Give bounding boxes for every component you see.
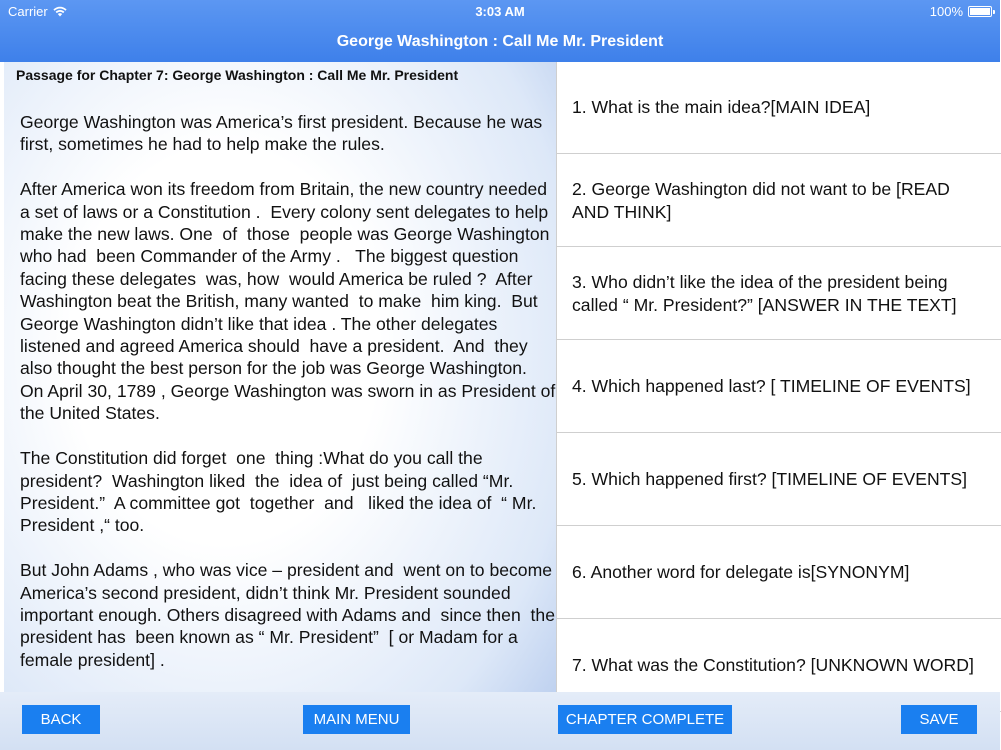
passage-panel[interactable]	[4, 62, 556, 692]
question-item-6[interactable]: 6. Another word for delegate is[SYNONYM]	[557, 527, 1001, 619]
passage-text: George Washington was America’s first president. Because he was first, sometimes he had to help make the rules. After America won its freedom from Britain, the new country needed a set of laws or a Constitution . Every colony sent delegates to help make the new laws. One of those people was George Washington who had been Commander of the Army . The biggest question facing these delegates was, how would America be ruled ? After Washington beat the British, many wanted to make him king. But George Washington didn’t like that idea . The other delegates listened and agreed America should have a president. And they also thought the best person for the job was George Washington. On April 30, 1789 , George Washington was sworn in as President of the United States. The Constitution did forget one thing :What do you call the president? Washington liked the idea of just being called “Mr. President.” A committee got together and liked the idea of “ Mr. President ,“ too. But John Adams , who was vice – president and went on to become America’s second president, didn’t think Mr. President sounded important enough. Others disagreed with Adams and since then the president has been known as “ Mr. President” [ or Madam for a female president] .	[20, 112, 556, 670]
passage-title: Passage for Chapter 7: George Washington : Call Me Mr. President	[16, 67, 459, 83]
question-item-7[interactable]: 7. What was the Constitution? [UNKNOWN WORD]	[557, 620, 1001, 712]
header-bar	[0, 0, 1000, 62]
save-button[interactable]: SAVE	[901, 705, 977, 734]
question-item-4[interactable]: 4. Which happened last? [ TIMELINE OF EVENTS]	[557, 341, 1001, 433]
carrier-label: Carrier	[8, 4, 48, 19]
questions-list[interactable]	[556, 62, 1001, 692]
question-item-3[interactable]: 3. Who didn’t like the idea of the president being called “ Mr. President?” [ANSWER IN THE TEXT]	[557, 248, 1001, 340]
question-item-5[interactable]: 5. Which happened first? [TIMELINE OF EVENTS]	[557, 434, 1001, 526]
main-menu-button[interactable]: MAIN MENU	[303, 705, 410, 734]
battery-level	[970, 8, 990, 15]
battery-percent: 100%	[929, 4, 963, 19]
back-button[interactable]: BACK	[22, 705, 100, 734]
nav-title: George Washington : Call Me Mr. President	[336, 33, 664, 50]
question-item-1[interactable]: 1. What is the main idea?[MAIN IDEA]	[557, 62, 1001, 154]
status-time: 3:03 AM	[475, 4, 525, 19]
footer-toolbar	[0, 692, 1000, 750]
question-item-2[interactable]: 2. George Washington did not want to be [READ AND THINK]	[557, 155, 1001, 247]
battery-icon	[968, 6, 992, 17]
status-bar	[0, 0, 1000, 22]
chapter-complete-button[interactable]: CHAPTER COMPLETE	[558, 705, 732, 734]
